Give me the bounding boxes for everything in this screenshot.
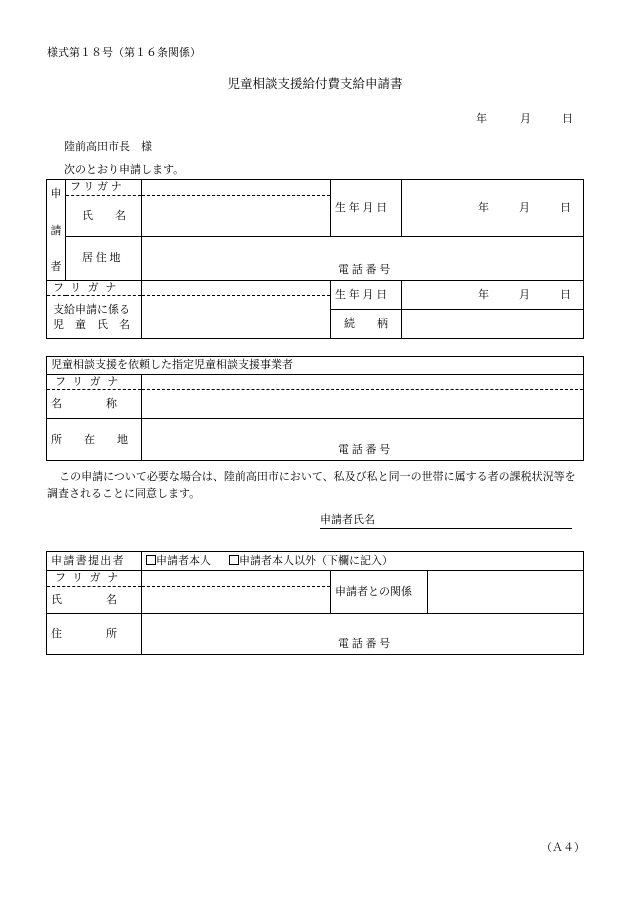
submitter-relation-label: 申請者との関係 (331, 571, 428, 614)
submitter-relation-field[interactable] (428, 571, 584, 614)
applicant-phone-label: 電話番号 (338, 262, 393, 276)
provider-name-field[interactable] (142, 390, 584, 419)
submitter-name-label: 氏 名 (47, 587, 142, 614)
child-birth-month: 月 (519, 288, 530, 301)
child-furigana-field[interactable] (142, 281, 331, 296)
form-number: 様式第１８号（第１６条関係） (47, 46, 201, 59)
applicant-furigana-label: フリガナ (66, 180, 142, 196)
submitter-options (142, 552, 584, 571)
submitter-address-field[interactable] (142, 614, 584, 655)
header-date-day: 日 (562, 112, 573, 125)
submitter-table (46, 551, 584, 655)
submitter-furigana-label: フリガナ (47, 571, 142, 587)
child-birth-day: 日 (560, 288, 571, 301)
form-title: 児童相談支援給付費支給申請書 (227, 76, 403, 91)
child-name-label-line1: 支給申請に係る (53, 303, 130, 317)
provider-header: 児童相談支援を依頼した指定児童相談支援事業者 (47, 357, 584, 375)
applicant-address-label: 居住地 (66, 237, 142, 281)
submitter-label: 申請書提出者 (47, 552, 142, 571)
child-relationship-field[interactable] (402, 310, 584, 339)
child-furigana-label: フリガナ (47, 281, 142, 296)
applicant-birthdate-field[interactable] (402, 180, 584, 237)
child-birth-year: 年 (478, 288, 489, 301)
child-name-label (47, 296, 142, 339)
provider-name-label: 名 称 (47, 390, 142, 419)
applicant-group-label-2: 請 (50, 223, 62, 237)
provider-address-label: 所 在 地 (47, 419, 142, 461)
child-name-field[interactable] (142, 296, 331, 339)
child-birthdate-label: 生年月日 (331, 281, 402, 310)
submitter-self-checkbox[interactable] (146, 555, 156, 565)
submitter-name-field[interactable] (142, 587, 331, 614)
provider-table (46, 356, 584, 461)
applicant-birth-year: 年 (478, 200, 489, 214)
applicant-birth-day: 日 (560, 200, 571, 214)
applicant-birthdate-label: 生年月日 (331, 180, 402, 237)
submitter-phone-label: 電話番号 (338, 636, 393, 650)
submitter-other-checkbox[interactable] (229, 555, 239, 565)
submitter-self-label: 申請者本人 (156, 553, 211, 567)
applicant-group-label-1: 申 (50, 187, 62, 200)
signer-line[interactable] (320, 514, 572, 529)
addressee: 陸前高田市長 様 (64, 140, 152, 153)
applicant-address-field[interactable] (142, 237, 584, 281)
consent-statement: この申請について必要な場合は、陸前高田市において、私及び私と同一の世帯に属する者の課税状況等を調査されることに同意します。 (47, 470, 576, 500)
header-date-year: 年 (476, 112, 487, 125)
submitter-furigana-field[interactable] (142, 571, 331, 587)
provider-furigana-label: フリガナ (47, 375, 142, 390)
applicant-birth-month: 月 (519, 200, 530, 214)
child-birthdate-field[interactable] (402, 281, 584, 310)
provider-address-field[interactable] (142, 419, 584, 461)
child-relationship-label: 続 柄 (331, 310, 402, 339)
applicant-name-label: 氏 名 (66, 196, 142, 237)
applicant-group-label (47, 180, 66, 281)
header-date-month: 月 (520, 112, 531, 125)
submitter-other-label: 申請者本人以外（下欄に記入） (239, 553, 393, 567)
applicant-group-label-3: 者 (50, 260, 62, 273)
paper-size-label: （Ａ４） (541, 841, 585, 854)
applicant-furigana-field[interactable] (142, 180, 331, 196)
provider-phone-label: 電話番号 (338, 443, 393, 456)
signer-label: 申請者氏名 (320, 513, 375, 526)
child-name-label-line2: 児 童 氏 名 (53, 318, 130, 332)
applicant-name-field[interactable] (142, 196, 331, 237)
applicant-table (46, 179, 584, 339)
provider-furigana-field[interactable] (142, 375, 584, 390)
submitter-address-label: 住 所 (47, 614, 142, 655)
intro-text: 次のとおり申請します。 (64, 163, 185, 176)
